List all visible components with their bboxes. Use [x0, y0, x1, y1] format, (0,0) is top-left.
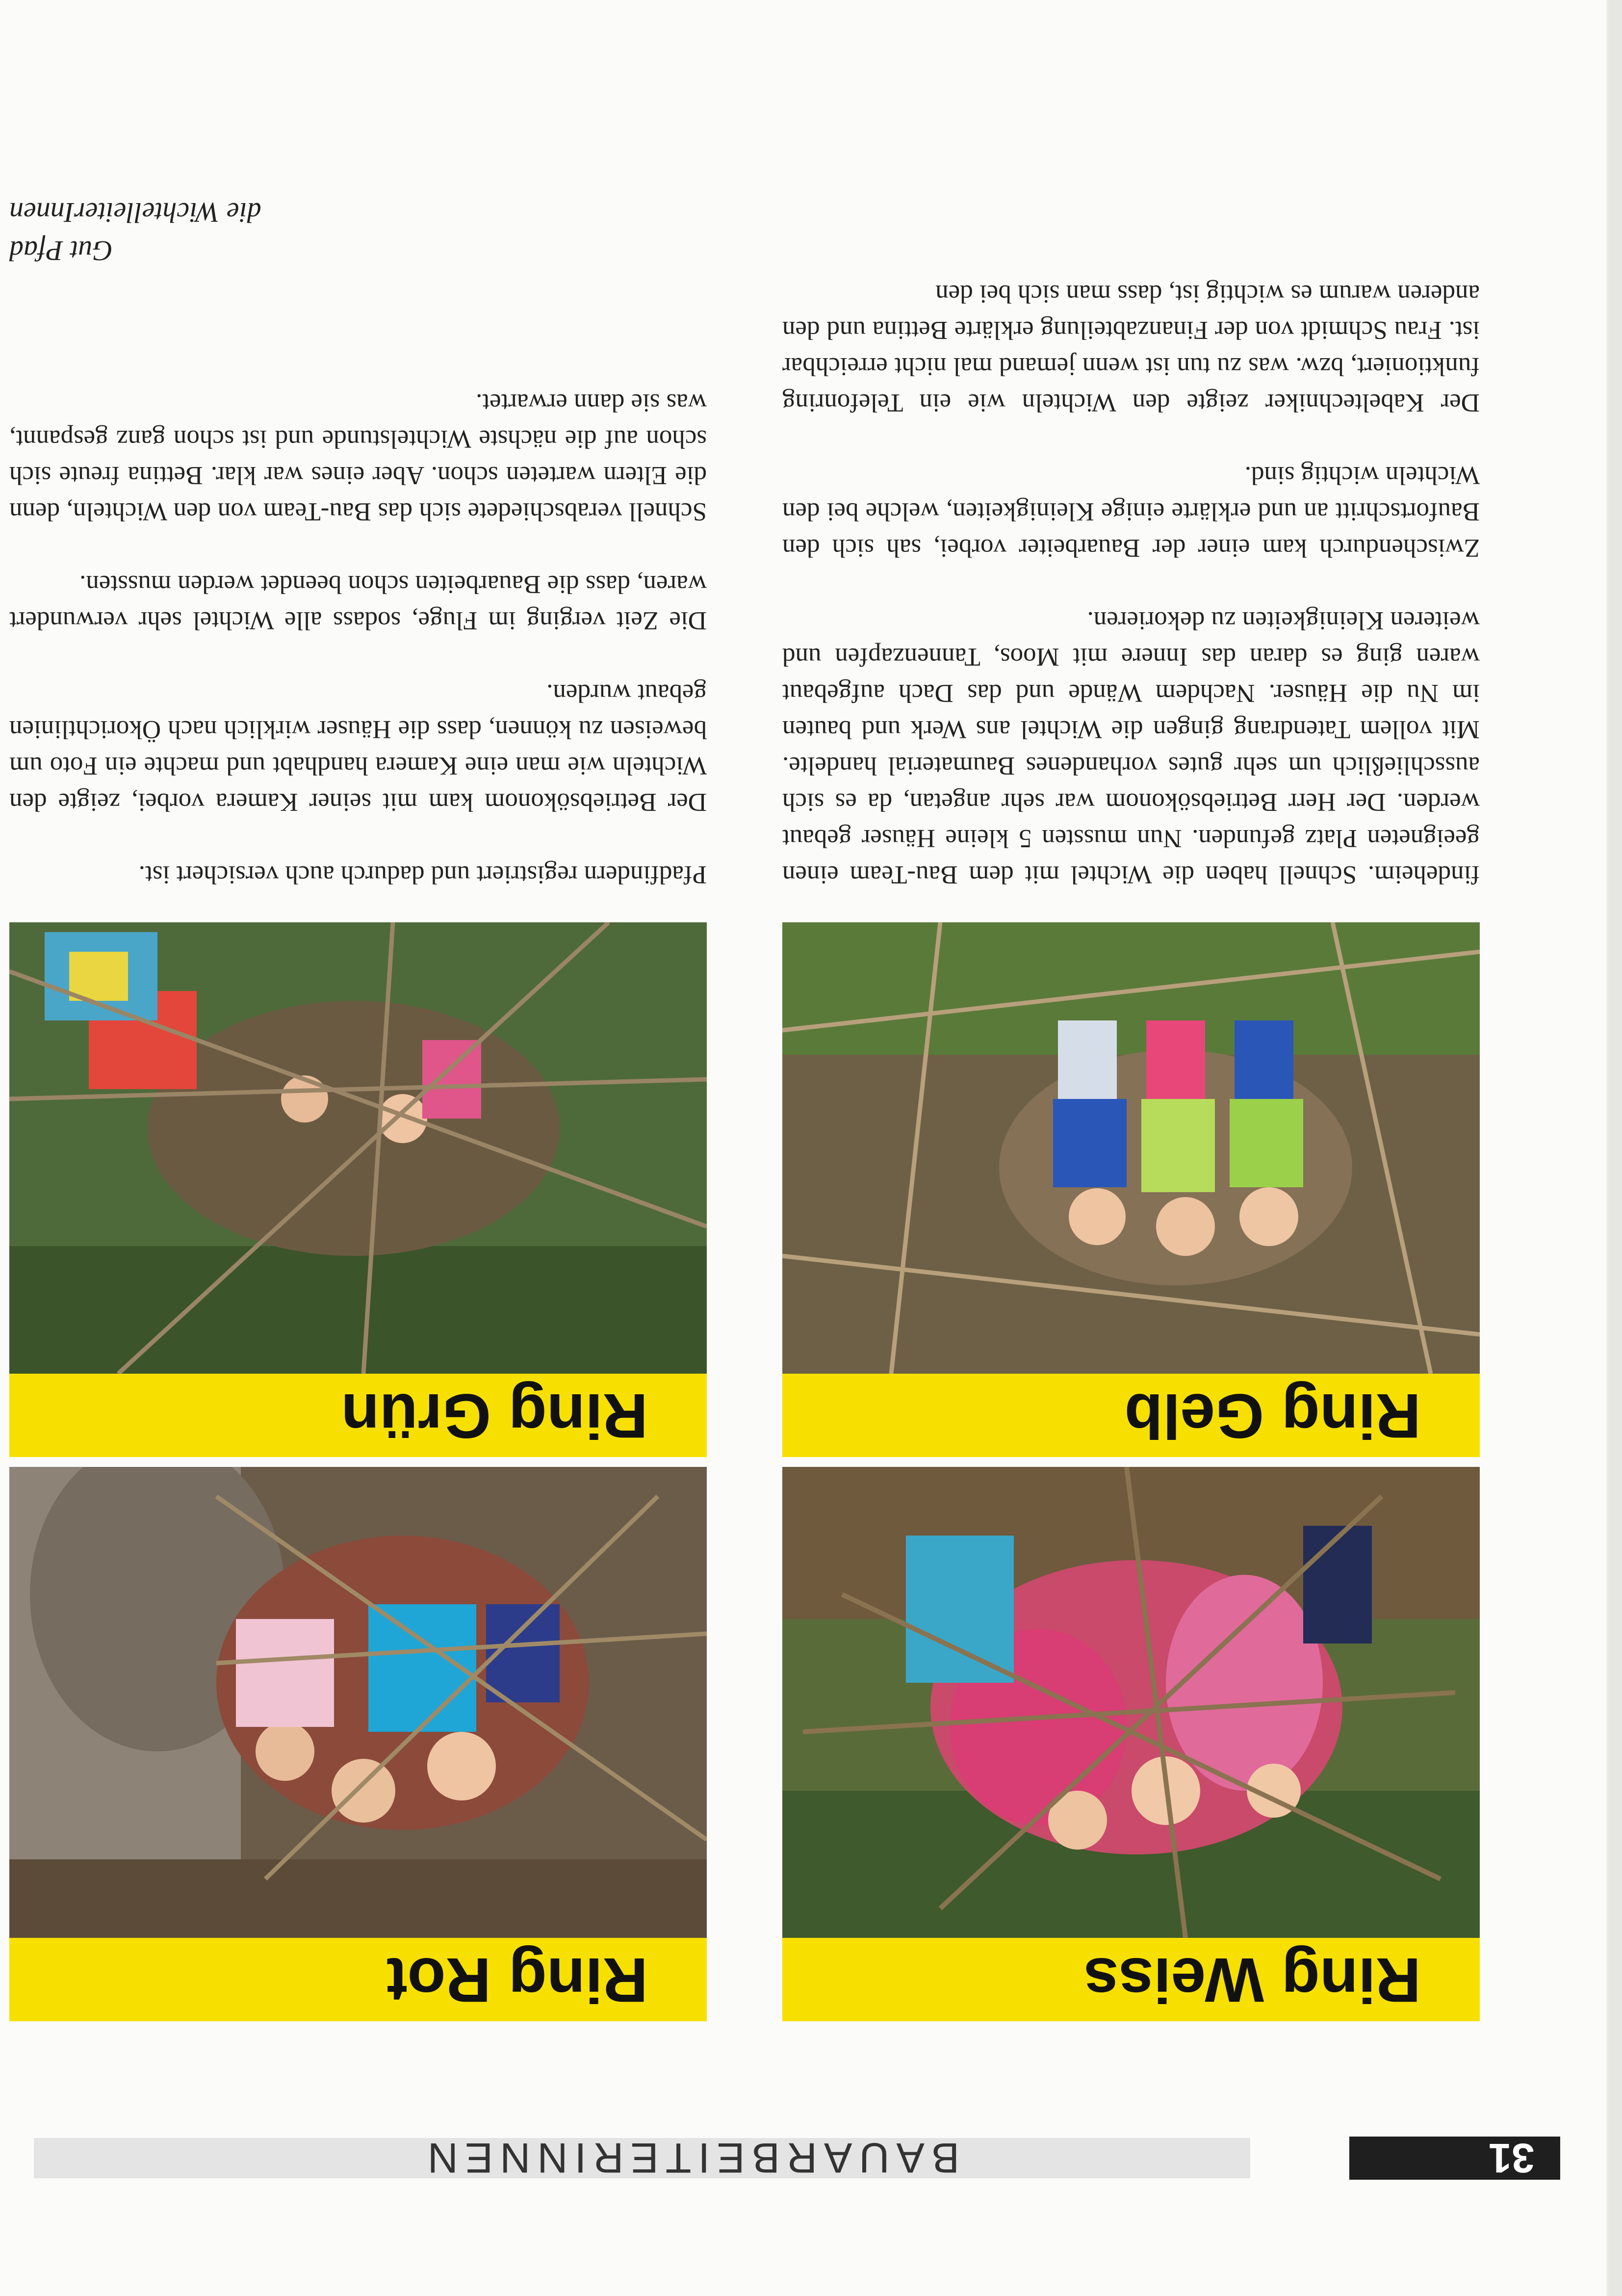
signature	[9, 182, 707, 270]
article-col2-paragraph-1: Pfadfindern registriert und dadurch auch versichert ist.	[138, 861, 707, 889]
ring-rot-photo-image	[9, 1467, 707, 1938]
article-column-2	[9, 329, 707, 893]
ring-weiss-photo	[782, 1467, 1480, 1938]
signature-line-1: Gut Pfad	[9, 235, 113, 267]
article-col1-paragraph-3: Der Kabeltechniker zeigte den Wichteln wie ein Telefonring funktioniert, bzw. was zu tun ist wenn jemand mal nicht erreichbar ist. Frau Schmidt von der Finanzabteilung erklärte Bettina und den anderen warum es wichtig ist, dass man sich bei den	[782, 280, 1480, 417]
ring-weiss-photo-image	[782, 1467, 1480, 1938]
ring-gruen-label: Ring Grün	[9, 1374, 707, 1457]
ring-rot-photo	[9, 1467, 707, 1938]
ring-gelb-photo	[782, 922, 1480, 1374]
page-number: 31	[1482, 2137, 1560, 2180]
ring-gelb-photo-image	[782, 922, 1480, 1374]
section-title: BAUARBEITERINNEN	[420, 2134, 960, 2181]
article-col1-paragraph-1: findeheim. Schnell haben die Wichtel mit dem Bau-Team einen geeigneten Platz gefunden. Nun mussten 5 kleine Häuser gebaut werden. Der Herr Betriebsökonom war sehr angetan, da es sich ausschließlich um sehr gutes vorhandenes Baumaterial handelte. Mit vollem Tatendrang gingen die Wichtel ans Werk und bauten im Nu die Häuser. Nachdem Wände und das Dach aufgebaut waren ging es daran das Innere mit Moos, Tannenzapfen und weiteren Kleinigkeiten zu dekorieren.	[782, 606, 1480, 889]
article-col1-paragraph-2: Zwischendurch kam einer der Bauarbeiter vorbei, sah sich den Baufortschritt an und erklärte einige Kleinigkeiten, welche bei den Wichteln wichtig sind.	[782, 461, 1480, 562]
ring-gelb-label: Ring Gelb	[782, 1374, 1480, 1457]
ring-gruen-photo-image	[9, 922, 707, 1374]
ring-weiss-label: Ring Weiss	[782, 1938, 1480, 2021]
ring-gruen-photo	[9, 922, 707, 1374]
ring-rot-label: Ring Rot	[9, 1938, 707, 2021]
article-col2-paragraph-4: Schnell verabschiedete sich das Bau-Team von den Wichteln, denn die Eltern warteten schon. Aber eines war klar. Bettina freute sich schon auf die nächste Wichtelstunde und ist schon ganz gespannt, was sie dann erwartet.	[9, 389, 707, 526]
article-col2-paragraph-2: Der Betriebsökonom kam mit seiner Kamera vorbei, zeigte den Wichteln wie man eine Kamera handhabt und machte ein Foto um beweisen zu können, dass die Häuser wirklich nach Ökorichtlinien gebaut wurden.	[9, 679, 707, 816]
article-column-1	[782, 177, 1480, 893]
page-number-bar	[1349, 2137, 1482, 2180]
page-edge-strip	[1608, 0, 1622, 2296]
article-col2-paragraph-3: Die Zeit verging im Fluge, sodass alle Wichtel sehr verwundert waren, dass die Bauarbeiten schon beendet werden mussten.	[9, 570, 707, 635]
signature-line-2: die WichtelleiterInnen	[9, 197, 261, 229]
